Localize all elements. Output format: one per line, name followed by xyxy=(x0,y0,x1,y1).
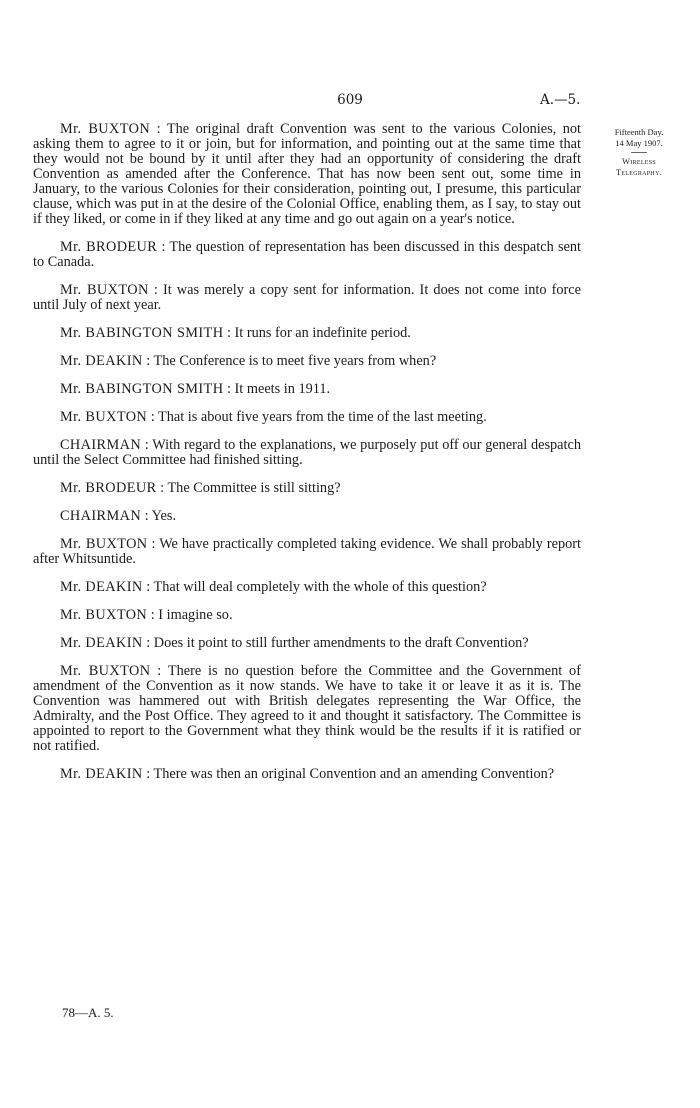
speech-text: There was then an original Convention and an amending Convention? xyxy=(153,766,555,782)
speaker-name: Mr. BUXTON xyxy=(60,607,148,623)
speaker-name: Mr. BUXTON xyxy=(60,409,148,425)
speaker-name: CHAIRMAN xyxy=(60,437,142,453)
speech-text: That is about five years from the time of the last meeting. xyxy=(158,409,487,425)
speaker-name: Mr. BUXTON xyxy=(60,536,148,552)
speaker-name: Mr. BUXTON xyxy=(60,121,151,137)
signature-mark: 78—A. 5. xyxy=(62,1005,114,1020)
speech-text: That will deal completely with the whole of this question? xyxy=(153,579,487,595)
speech-text: The Committee is still sitting? xyxy=(167,480,341,496)
speaker-name: Mr. BUXTON xyxy=(60,663,151,679)
transcript-paragraph: Mr. DEAKIN : The Conference is to meet five years from when? xyxy=(60,353,437,369)
transcript-paragraph: Mr. BRODEUR : The Committee is still sitting? xyxy=(60,480,341,496)
speech-text: Does it point to still further amendments to the draft Convention? xyxy=(153,635,529,651)
transcript-paragraph: Mr. BUXTON : It was merely a copy sent for information. It does not come into force until July of next year. xyxy=(33,282,581,313)
transcript-paragraph: Mr. BABINGTON SMITH : It meets in 1911. xyxy=(60,381,331,397)
speech-text: The Conference is to meet five years from when? xyxy=(153,353,437,369)
transcript-paragraph: Mr. DEAKIN : There was then an original Convention and an amending Convention? xyxy=(60,766,555,782)
speaker-name: Mr. BABINGTON SMITH xyxy=(60,381,224,397)
speech-text: I imagine so. xyxy=(158,607,233,623)
transcript-paragraph: Mr. BUXTON : That is about five years from the time of the last meeting. xyxy=(60,409,487,425)
margin-date: 14 May 1907. xyxy=(615,138,663,148)
transcript-paragraph: Mr. BUXTON : The original draft Convention was sent to the various Colonies, not asking them to agree to it or join, but for information, and pointing out at the same time that they would not be bound by it until after they had an opportunity of considering the draft Convention as amended after the Conference. That has now been sent out, some time in January, to the various Colonies for their consideration, pointing out, I presume, this particular clause, which was put in at the desire of the Colonial Office, enabling them, as I say, to stay out if they liked, or come in if they liked at any time and go out again on a year's notice. xyxy=(33,121,581,227)
speech-text: It runs for an indefinite period. xyxy=(234,325,411,341)
speech-text: It was merely a copy sent for information. It does not come into force until July of next year. xyxy=(33,282,581,313)
page-number: 609 xyxy=(337,92,363,108)
margin-note xyxy=(594,127,684,178)
transcript-paragraph: Mr. BABINGTON SMITH : It runs for an indefinite period. xyxy=(60,325,411,341)
speaker-name: Mr. DEAKIN xyxy=(60,579,143,595)
margin-topic-line1: Wireless xyxy=(621,156,657,166)
margin-day: Fifteenth Day. xyxy=(614,127,664,137)
speaker-name: Mr. DEAKIN xyxy=(60,353,143,369)
margin-rule xyxy=(631,152,647,153)
transcript-paragraph: CHAIRMAN : Yes. xyxy=(60,508,177,524)
speech-text: Yes. xyxy=(151,508,177,524)
speaker-name: Mr. BUXTON xyxy=(60,282,149,298)
margin-topic-line2: Telegraphy. xyxy=(615,167,663,177)
transcript-paragraph: Mr. BUXTON : There is no question before the Committee and the Government of amendment of the Convention as it now stands. We have to take it or leave it as it is. The Convention was hammered out with British delegates representing the War Office, the Admiralty, and the Post Office. They agreed to it and thought it satisfactory. The Committee is appointed to report to the Government what they think would be the results if it is ratified or not ratified. xyxy=(33,663,581,754)
transcript-body xyxy=(33,122,581,795)
speech-text: It meets in 1911. xyxy=(234,381,331,397)
speech-text: The question of representation has been discussed in this despatch sent to Canada. xyxy=(33,239,581,270)
speech-text: The original draft Convention was sent to the various Colonies, not asking them to agree to it or join, but for information, and pointing out at the same time that they would not be bound by it until after they had an opportunity of considering the draft Convention as amended after the Conference. That has now been sent out, some time in January, to the various Colonies for their consideration, pointing out, I presume, this particular clause, which was put in at the desire of the Colonial Office, enabling them, as I say, to stay out if they liked, or come in if they liked at any time and go out again on a year's notice. xyxy=(33,121,581,227)
speech-text: We have practically completed taking evidence. We shall probably report after Whitsuntide. xyxy=(33,536,581,567)
transcript-paragraph: CHAIRMAN : With regard to the explanations, we purposely put off our general despatch until the Select Committee had finished sitting. xyxy=(33,437,581,468)
speaker-name: Mr. DEAKIN xyxy=(60,635,143,651)
speaker-name: Mr. DEAKIN xyxy=(60,766,143,782)
sessional-paper-ref: A.—5. xyxy=(540,92,581,108)
speaker-name: Mr. BRODEUR xyxy=(60,239,158,255)
speaker-name: Mr. BRODEUR xyxy=(60,480,157,496)
speaker-name: CHAIRMAN xyxy=(60,508,142,524)
transcript-paragraph: Mr. BRODEUR : The question of representation has been discussed in this despatch sent to Canada. xyxy=(33,239,581,270)
transcript-paragraph: Mr. BUXTON : We have practically completed taking evidence. We shall probably report after Whitsuntide. xyxy=(33,536,581,567)
transcript-paragraph: Mr. DEAKIN : That will deal completely with the whole of this question? xyxy=(60,579,487,595)
speech-text: There is no question before the Committee and the Government of amendment of the Convention as it now stands. We have to take it or leave it as it is. The Convention was hammered out with British delegates representing the War Office, the Admiralty, and the Post Office. They agreed to it and thought it satisfactory. The Committee is appointed to report to the Government what they think would be the results if it is ratified or not ratified. xyxy=(33,663,581,754)
speech-text: With regard to the explanations, we purposely put off our general despatch until the Select Committee had finished sitting. xyxy=(33,437,581,468)
transcript-paragraph: Mr. DEAKIN : Does it point to still further amendments to the draft Convention? xyxy=(60,635,529,651)
transcript-paragraph: Mr. BUXTON : I imagine so. xyxy=(60,607,233,623)
speaker-name: Mr. BABINGTON SMITH xyxy=(60,325,224,341)
